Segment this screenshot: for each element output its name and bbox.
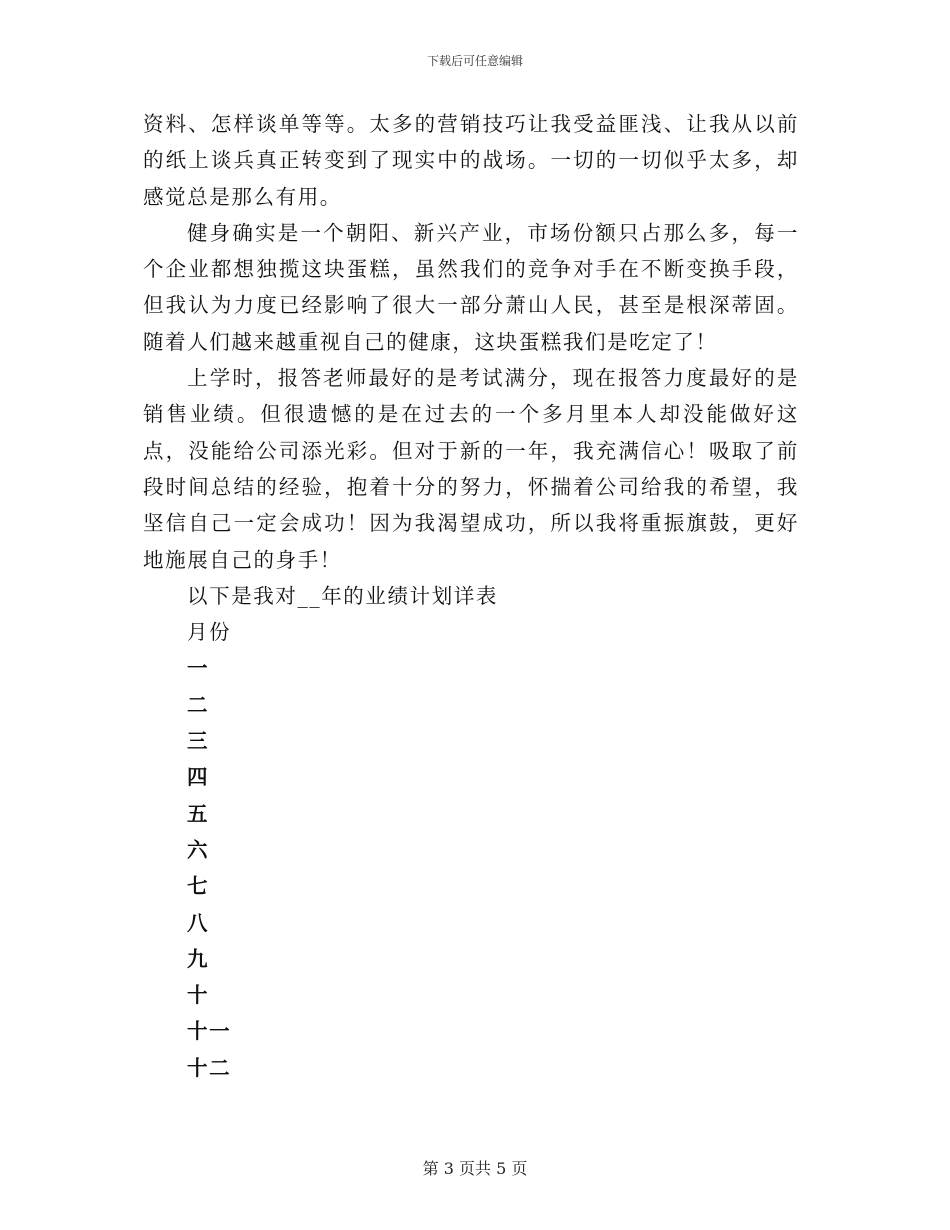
table-intro: 以下是我对__年的业绩计划详表 [187,583,498,608]
month-item-1: 一 [187,656,210,681]
month-item-2: 二 [187,692,210,717]
month-item-6: 六 [187,837,210,862]
page-footer: 第 3 页共 5 页 [422,1159,528,1178]
month-item-7: 七 [187,874,210,899]
month-item-5: 五 [187,801,210,826]
month-column-header: 月份 [187,620,232,645]
paragraph-fitness-industry: 健身确实是一个朝阳、新兴产业，市场份额只占那么多，每一个企业都想独揽这块蛋糕，虽然我们的竞争对手在不断变换手段，但我认为力度已经影响了很大一部分萧山人民，甚至是根深蒂固。随着人们越来越重视自己的健康，这块蛋糕我们是吃定了！ [143,220,799,354]
month-item-4: 四 [187,765,210,790]
paragraph-continuation: 资料、怎样谈单等等。太多的营销技巧让我受益匪浅、让我从以前的纸上谈兵真正转变到了现实中的战场。一切的一切似乎太多，却感觉总是那么有用。 [143,112,799,209]
month-item-10: 十 [187,983,210,1008]
month-item-8: 八 [187,910,210,935]
month-item-3: 三 [187,729,210,754]
month-item-12: 十二 [187,1055,232,1080]
month-item-9: 九 [187,946,210,971]
month-item-11: 十一 [187,1019,232,1044]
paragraph-sales-goal: 上学时，报答老师最好的是考试满分，现在报答力度最好的是销售业绩。但很遗憾的是在过去的一个多月里本人却没能做好这点，没能给公司添光彩。但对于新的一年，我充满信心！吸取了前段时间总结的经验，抱着十分的努力，怀揣着公司给我的希望，我坚信自己一定会成功！因为我渴望成功，所以我将重振旗鼓，更好地施展自己的身手！ [143,366,799,572]
page-header: 下载后可任意编辑 [426,54,523,68]
document-body [143,106,799,1086]
month-list [143,650,799,1086]
